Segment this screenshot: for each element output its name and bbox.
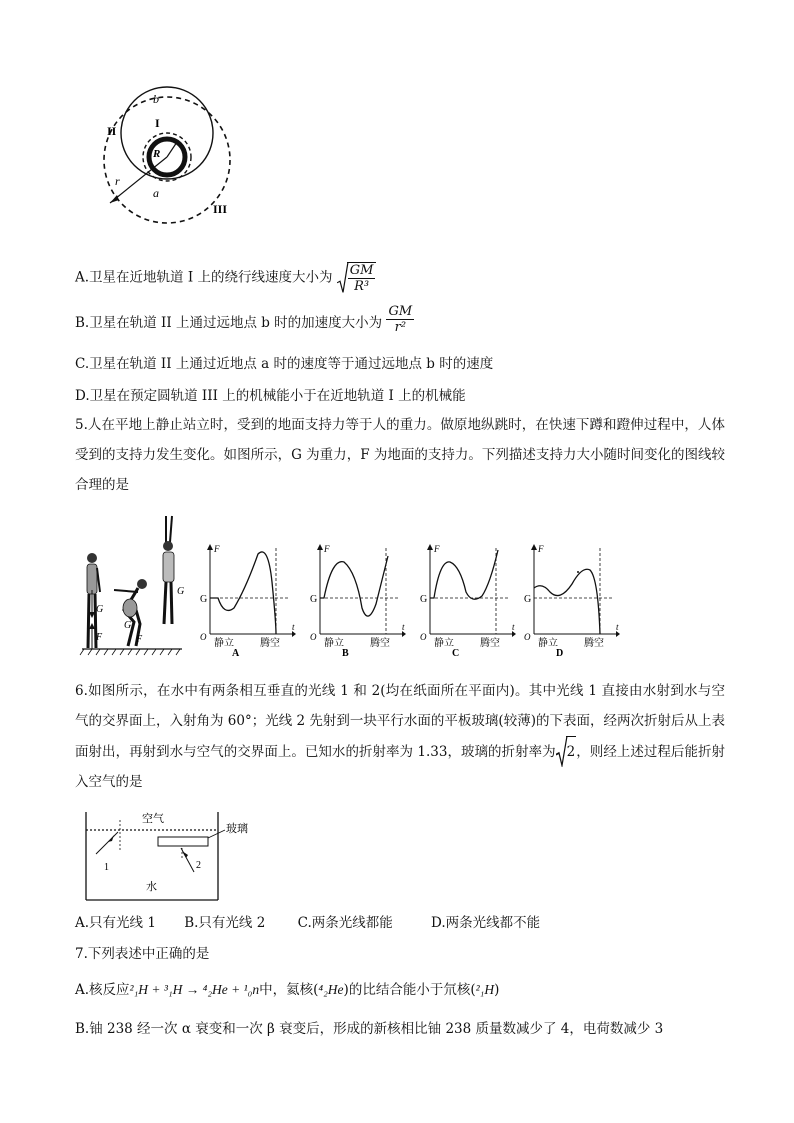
graph-b — [306, 542, 406, 660]
label-R: R — [153, 148, 161, 160]
graph-c-g: G — [420, 594, 428, 605]
q5-stem: 5.人在平地上静止站立时，受到的地面支持力等于人的重力。做原地纵跳时，在快速下蹲和蹬伸过程中，人体受到的支持力发生变化。如图所示，G 为重力，F 为地面的支持力。下列描述支持力大小随时间变化的图线较合理的是 — [75, 417, 725, 493]
label-I: I — [155, 116, 160, 130]
graph-c-start: 静立 — [434, 638, 454, 649]
q6-option-d: D.两条光线都不能 — [431, 915, 541, 931]
q4-option-c: C.卫星在轨道 II 上通过近地点 a 时的速度等于通过远地点 b 时的速度 — [75, 356, 494, 372]
q7-option-a — [75, 980, 499, 1000]
person2-label-g: G — [124, 620, 132, 631]
q4-a-denominator: R³ — [354, 279, 370, 294]
label-ray1: 1 — [104, 862, 109, 873]
q7-a-mid2: )的比结合能小于氘核( — [343, 982, 476, 998]
q7-a-helium: ⁴₂He — [318, 982, 344, 997]
q4-option-b — [75, 304, 414, 335]
graph-a-start: 静立 — [214, 638, 234, 649]
label-water: 水 — [146, 881, 157, 893]
graph-d-name: D — [556, 648, 564, 659]
label-glass: 玻璃 — [226, 823, 248, 835]
graph-d-start: 静立 — [538, 638, 558, 649]
q6-stem — [75, 676, 725, 797]
q6-option-b: B.只有光线 2 — [184, 915, 266, 931]
q4-option-d: D.卫星在预定圆轨道 III 上的机械能小于在近地轨道 I 上的机械能 — [75, 388, 466, 404]
q4-option-a — [75, 262, 376, 294]
graph-d-f: F — [538, 544, 544, 554]
graph-c-o: O — [420, 632, 427, 642]
q7-a-mid: 中，氦核( — [259, 982, 319, 998]
graph-c-t: t — [512, 622, 515, 632]
graph-b-t: t — [402, 622, 405, 632]
graph-b-g: G — [310, 594, 318, 605]
graph-c-name: C — [452, 648, 460, 659]
graph-a-t: t — [292, 622, 295, 632]
graph-a-g: G — [200, 594, 208, 605]
sqrt2 — [556, 736, 577, 767]
q4-option-a-text: A.卫星在近地轨道 I 上的绕行线速度大小为 — [75, 269, 333, 286]
graph-c-end: 腾空 — [480, 638, 500, 649]
sqrt2-value: 2 — [566, 736, 577, 767]
q6-option-a: A.只有光线 1 — [75, 915, 156, 931]
q4-b-denominator: r² — [394, 320, 407, 335]
label-a: a — [153, 186, 159, 200]
graph-d-t: t — [616, 622, 619, 632]
graph-b-o: O — [310, 632, 317, 642]
label-III: III — [213, 202, 228, 216]
graph-b-end: 腾空 — [370, 638, 390, 649]
q4-a-numerator: GM — [349, 263, 374, 278]
person-label-g: G — [96, 604, 104, 615]
label-ray2: 2 — [196, 860, 201, 871]
q7-a-deuterium: ²₁H — [475, 982, 495, 997]
water-tank-figure — [82, 808, 252, 904]
graph-c-f: F — [434, 544, 440, 554]
person-label-f: F — [96, 632, 103, 643]
q6-options — [75, 913, 540, 933]
q6-option-c: C.两条光线都能 — [297, 915, 393, 931]
person2-label-f: F — [136, 634, 143, 645]
label-air: 空气 — [142, 813, 164, 825]
label-r: r — [115, 174, 120, 188]
q6-stem-part1: 6.如图所示，在水中有两条相互垂直的光线 1 和 2(均在纸面所在平面内)。其中光线 1 直接由水射到水与空气的交界面上，入射角为 60°；光线 2 先射到一块平行水面的平板玻璃(较薄)的下表面，经两次折射后从上表面射出，再射到水与空气的交界面上。已知水的折射率为 1.33，玻璃的折射率为 — [75, 683, 725, 760]
graph-a-f: F — [214, 544, 220, 554]
q7-a-end: ) — [494, 982, 500, 998]
q6-stem-part2: ，则经上述过程后能折射入空气的是 — [75, 744, 726, 790]
graph-b-start: 静立 — [324, 638, 344, 649]
sqrt-symbol — [337, 262, 377, 294]
graph-a-o: O — [200, 632, 207, 642]
orbit-III — [104, 97, 230, 223]
person3-label-g: G — [177, 586, 185, 597]
graph-b-name: B — [342, 648, 349, 659]
label-b: b — [153, 92, 159, 106]
orbit-figure — [95, 85, 245, 235]
q4-option-b-text: B.卫星在轨道 II 上通过远地点 b 时的加速度大小为 — [75, 315, 383, 331]
q7-stem: 7.下列表述中正确的是 — [75, 946, 210, 962]
graph-d-end: 腾空 — [584, 638, 604, 649]
jump-figure — [78, 512, 186, 662]
graph-b-f: F — [324, 544, 330, 554]
graph-a — [196, 542, 296, 660]
label-II: II — [107, 124, 117, 138]
graph-a-end: 腾空 — [260, 638, 280, 649]
q7-a-pre: A.核反应 — [75, 982, 130, 998]
graph-d-g: G — [524, 594, 532, 605]
q7-a-equation: ²₁H + ³₁H → ⁴₂He + ¹₀n — [129, 982, 260, 997]
graph-d-o: O — [524, 632, 531, 642]
q7-option-b: B.铀 238 经一次 α 衰变和一次 β 衰变后，形成的新核相比铀 238 质量数减少了 4，电荷数减少 3 — [75, 1021, 664, 1037]
graph-a-name: A — [232, 648, 240, 659]
graph-c — [416, 542, 516, 660]
q4-b-numerator: GM — [388, 304, 413, 319]
graph-d — [520, 542, 620, 660]
